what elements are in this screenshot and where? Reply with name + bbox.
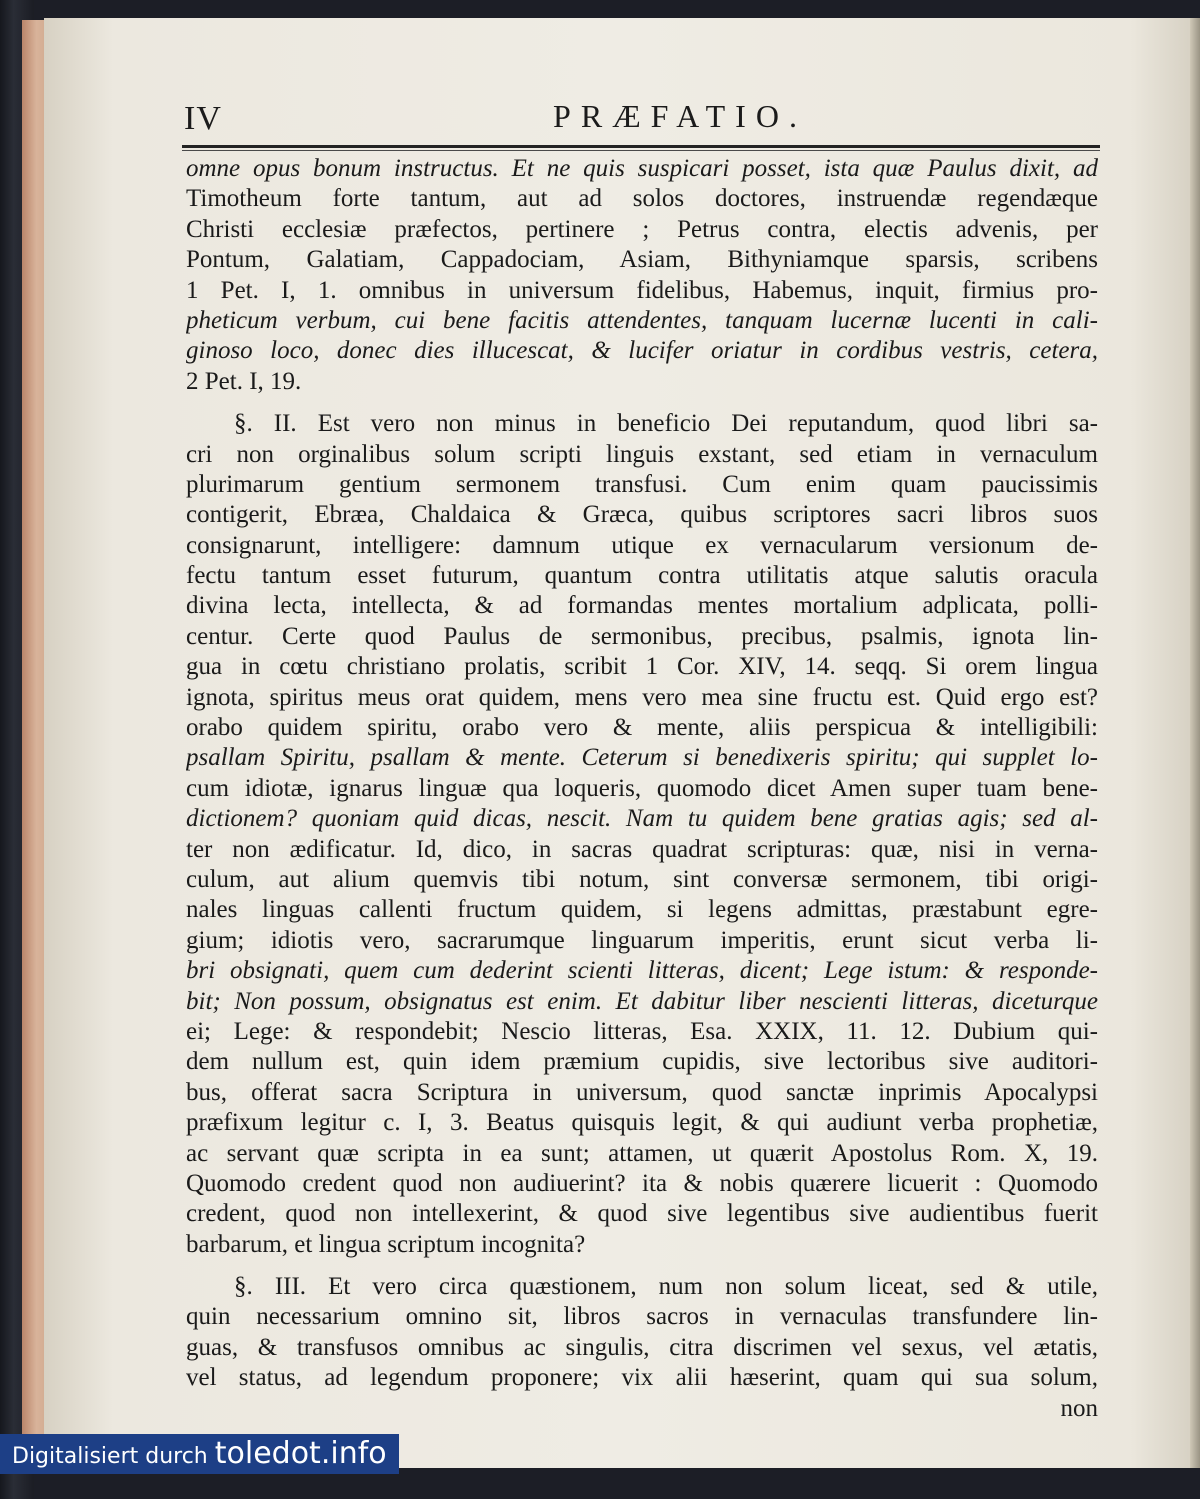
text-line: ignota, spiritus meus orat quidem, mens vero mea sine fructu est. Quid ergo est?	[186, 683, 1098, 711]
digitization-watermark	[0, 1434, 399, 1474]
text-line: quin necessarium omnino sit, libros sacros in vernaculas transfundere lin-	[186, 1303, 1098, 1331]
text-line: cum idiotæ, ignarus linguæ qua loqueris, quomodo dicet Amen super tuam bene-	[186, 774, 1098, 802]
text-line: omne opus bonum instructus. Et ne quis suspicari posset, ista quæ Paulus dixit, ad	[186, 155, 1098, 182]
text-line: ginoso loco, donec dies illucescat, & lucifer oriatur in cordibus vestris, cetera,	[186, 337, 1098, 365]
page-header	[180, 86, 1100, 146]
text-line: 1 Pet. I, 1. omnibus in universum fidelibus, Habemus, inquit, firmius pro-	[186, 276, 1098, 304]
text-line: ter non ædificatur. Id, dico, in sacras quadrat scripturas: quæ, nisi in verna-	[186, 835, 1098, 863]
text-line: orabo quidem spiritu, orabo vero & mente, aliis perspicua & intelligibili:	[186, 714, 1098, 742]
text-line: præfixum legitur c. I, 3. Beatus quisquis legit, & qui audiunt verba prophetiæ,	[186, 1109, 1098, 1137]
page-number: IV	[184, 100, 222, 137]
text-line: guas, & transfusos omnibus ac singulis, citra discrimen vel sexus, vel ætatis,	[186, 1333, 1098, 1361]
running-title: PRÆFATIO.	[553, 98, 807, 134]
text-line: contigerit, Ebræa, Chaldaica & Græca, quibus scriptores sacri libros suos	[186, 501, 1098, 529]
text-line: bit; Non possum, obsignatus est enim. Et dabitur liber nescienti litteras, diceturque	[186, 987, 1098, 1015]
text-line: dictionem? quoniam quid dicas, nescit. Nam tu quidem bene gratias agis; sed al-	[186, 805, 1098, 833]
text-line: centur. Certe quod Paulus de sermonibus, precibus, psalmis, ignota lin-	[186, 622, 1098, 650]
text-line: pheticum verbum, cui bene facitis attendentes, tanquam lucernæ lucenti in cali-	[186, 306, 1098, 334]
text-line: fectu tantum esset futurum, quantum contra utilitatis atque salutis oracula	[186, 562, 1098, 590]
text-line: bus, offerat sacra Scriptura in universum, quod sanctæ inprimis Apocalypsi	[186, 1078, 1098, 1106]
text-line: ac servant quæ scripta in ea sunt; attamen, ut quærit Apostolus Rom. X, 19.	[186, 1139, 1098, 1167]
text-line: dem nullum est, quin idem præmium cupidis, sive lectoribus sive auditori-	[186, 1048, 1098, 1076]
header-rule	[182, 145, 1100, 148]
text-line: credent, quod non intellexerint, & quod sive legentibus sive audientibus fuerit	[186, 1200, 1098, 1228]
header-rule-thin	[182, 150, 1100, 151]
body-text	[186, 154, 1098, 1424]
text-line: vel status, ad legendum proponere; vix alii hæserint, quam qui sua solum,	[186, 1364, 1098, 1392]
text-line: ei; Lege: & respondebit; Nescio litteras, Esa. XXIX, 11. 12. Dubium qui-	[186, 1017, 1098, 1045]
text-line: gua in cœtu christiano prolatis, scribit 1 Cor. XIV, 14. seqq. Si orem lingua	[186, 653, 1098, 681]
catchword: non	[1060, 1394, 1098, 1422]
text-line: §. III. Et vero circa quæstionem, num non solum liceat, sed & utile,	[234, 1273, 1098, 1301]
text-line: Pontum, Galatiam, Cappadociam, Asiam, Bithyniamque sparsis, scribens	[186, 246, 1098, 274]
text-line: Christi ecclesiæ præfectos, pertinere ; Petrus contra, electis advenis, per	[186, 215, 1098, 243]
text-line: barbarum, et lingua scriptum incognita?	[186, 1230, 586, 1258]
text-line: psallam Spiritu, psallam & mente. Ceterum si benedixeris spiritu; qui supplet lo-	[186, 744, 1098, 772]
page-gutter-shadow	[1190, 18, 1200, 1468]
text-line: bri obsignati, quem cum dederint scienti litteras, dicent; Lege istum: & responde-	[186, 957, 1098, 985]
text-line: 2 Pet. I, 19.	[186, 367, 302, 395]
text-line: gium; idiotis vero, sacrarumque linguarum imperitis, erunt sicut verba li-	[186, 926, 1098, 954]
text-line: cri non orginalibus solum scripti linguis exstant, sed etiam in vernaculum	[186, 440, 1098, 468]
text-line: Quomodo credent quod non audiuerint? ita & nobis quærere licuerit : Quomodo	[186, 1169, 1098, 1197]
watermark-brand: toledot.info	[214, 1436, 387, 1471]
text-line: consignarunt, intelligere: damnum utique ex vernacularum versionum de-	[186, 531, 1098, 559]
watermark-prefix: Digitalisiert durch	[12, 1444, 215, 1469]
text-line: nales linguas callenti fructum quidem, si legens admittas, præstabunt egre-	[186, 896, 1098, 924]
text-line: plurimarum gentium sermonem transfusi. Cum enim quam paucissimis	[186, 470, 1098, 498]
text-line: culum, aut alium quemvis tibi notum, sint conversæ sermonem, tibi origi-	[186, 865, 1098, 893]
text-line: Timotheum forte tantum, aut ad solos doctores, instruendæ regendæque	[186, 185, 1098, 213]
text-line: §. II. Est vero non minus in beneficio Dei reputandum, quod libri sa-	[234, 410, 1098, 438]
text-line: divina lecta, intellecta, & ad formandas mentes mortalium adplicata, polli-	[186, 592, 1098, 620]
